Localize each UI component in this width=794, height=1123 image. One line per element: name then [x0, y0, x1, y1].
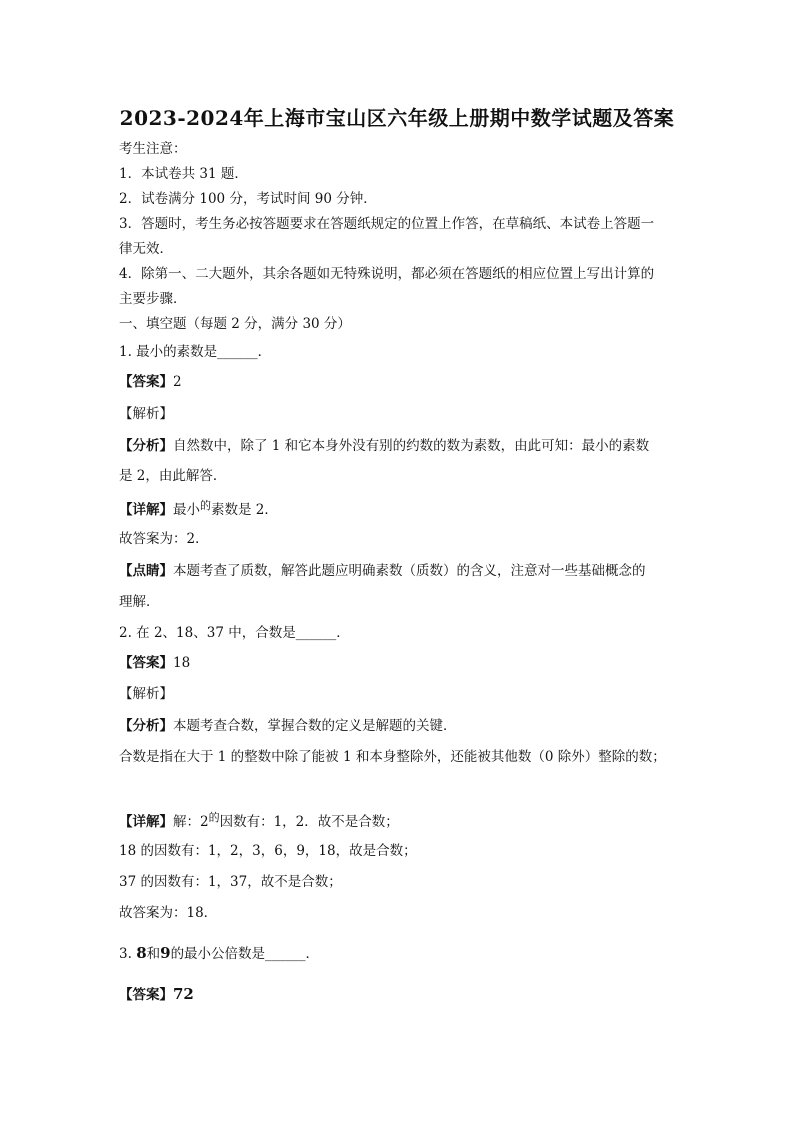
notice-item-3-line-1: 3．答题时，考生务必按答题要求在答题纸规定的位置上作答，在草稿纸、本试卷上答题一 — [119, 216, 655, 232]
fenxi-tag: 【分析】 — [119, 718, 173, 734]
detail-de: 的 — [200, 499, 211, 512]
notice-item-3-line-2: 律无效． — [119, 241, 173, 257]
q2-conclusion: 故答案为：18． — [119, 905, 218, 921]
q2-analysis-tag: 【解析】 — [119, 686, 173, 702]
detail-pre: 解：2 — [173, 814, 209, 830]
answer-tag: 【答案】 — [119, 987, 173, 1003]
q1-detail — [119, 500, 278, 521]
q2-fenxi — [119, 716, 457, 736]
question-1: 1. 最小的素数是______． — [119, 344, 272, 360]
q3-num-a: 8 — [136, 944, 147, 962]
fenxi-text: 本题考查合数，掌握合数的定义是解题的关键． — [173, 718, 457, 734]
dianjing-tag: 【点睛】 — [119, 563, 173, 579]
q1-answer — [119, 372, 182, 392]
q1-conclusion: 故答案为：2． — [119, 531, 209, 547]
q1-dianjing-line-1 — [119, 561, 646, 581]
q1-fenxi-line-1 — [119, 436, 649, 456]
detail-post: 素数是 2． — [211, 502, 278, 518]
answer-value: 2 — [173, 374, 182, 390]
detail-de: 的 — [208, 811, 220, 824]
q3-number: 3. — [119, 946, 132, 962]
q2-detail — [119, 812, 399, 833]
answer-value: 72 — [173, 985, 194, 1003]
detail-pre: 最小 — [173, 502, 200, 518]
detail-tag: 【详解】 — [119, 814, 173, 830]
q1-dianjing-line-2: 理解． — [119, 594, 160, 610]
notice-item-2: 2．试卷满分 100 分，考试时间 90 分钟． — [119, 191, 377, 207]
fenxi-text: 自然数中，除了 1 和它本身外没有别的约数的数为素数，由此可知：最小的素数 — [173, 438, 650, 454]
detail-tag: 【详解】 — [119, 502, 173, 518]
q1-analysis-tag: 【解析】 — [119, 406, 173, 422]
question-3 — [119, 943, 319, 964]
q3-and: 和 — [146, 946, 161, 962]
notice-item-4-line-1: 4．除第一、二大题外，其余各题如无特殊说明，都必须在答题纸的相应位置上写出计算的 — [119, 266, 655, 282]
q1-fenxi-line-2: 是 2，由此解答． — [119, 468, 227, 484]
q3-question-rest: 的最小公倍数是______． — [170, 946, 320, 962]
notice-heading: 考生注意： — [119, 141, 187, 157]
q3-answer — [119, 984, 194, 1005]
dianjing-text: 本题考查了质数，解答此题应明确素数（质数）的含义，注意对一些基础概念的 — [173, 563, 646, 579]
question-2: 2. 在 2、18、37 中，合数是______． — [119, 625, 350, 641]
detail-post: 因数有：1，2．故不是合数； — [219, 814, 399, 830]
answer-value: 18 — [173, 655, 191, 671]
q2-definition: 合数是指在大于 1 的整数中除了能被 1 和本身整除外，还能被其他数（0 除外）整除的数； — [119, 749, 666, 765]
section-heading: 一、填空题（每题 2 分，满分 30 分） — [119, 316, 351, 332]
q3-num-b: 9 — [160, 944, 171, 962]
q2-factors-37: 37 的因数有：1，37，故不是合数； — [119, 874, 342, 890]
q2-factors-18: 18 的因数有：1，2，3，6，9，18，故是合数； — [119, 843, 417, 859]
answer-tag: 【答案】 — [119, 655, 173, 671]
q2-answer — [119, 653, 190, 673]
notice-item-4-line-2: 主要步骤． — [119, 291, 187, 307]
fenxi-tag: 【分析】 — [119, 438, 173, 454]
answer-tag: 【答案】 — [119, 374, 173, 390]
notice-item-1: 1．本试卷共 31 题． — [119, 166, 248, 182]
page-title: 2023-2024年上海市宝山区六年级上册期中数学试题及答案 — [119, 106, 675, 130]
